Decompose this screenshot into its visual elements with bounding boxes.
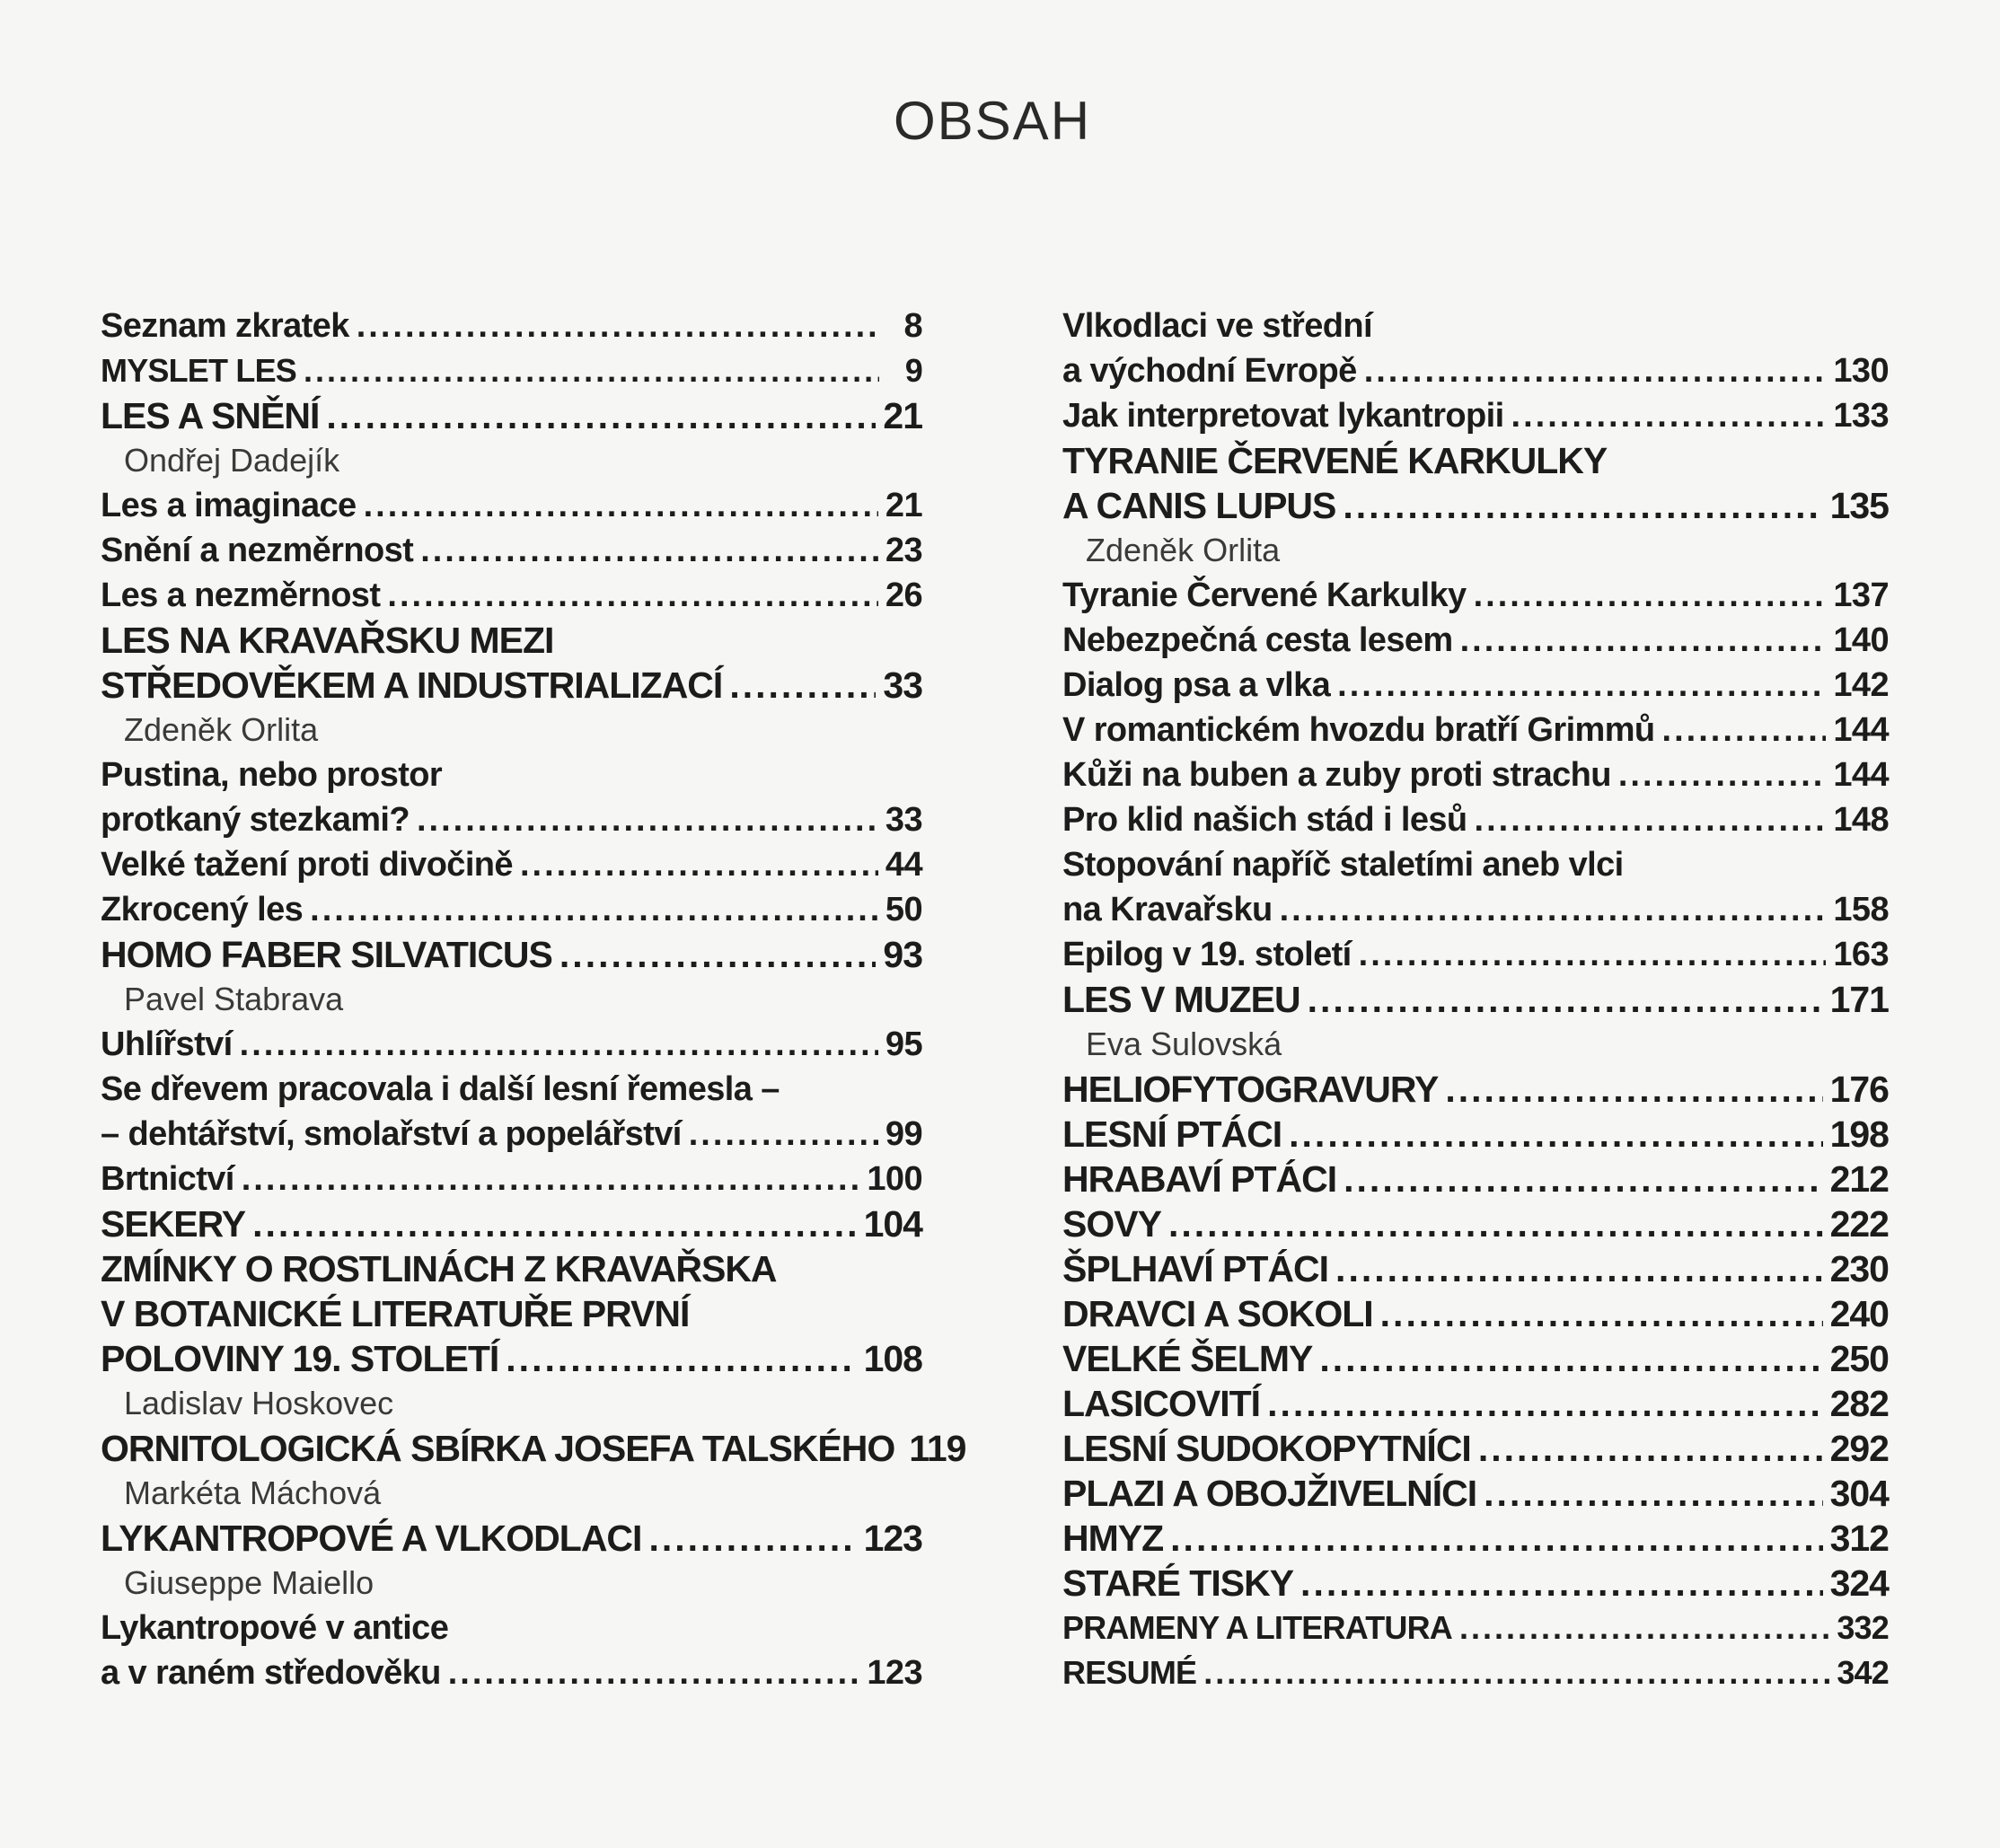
- toc-entry: [1062, 797, 1889, 842]
- author-name: Eva Sulovská: [1086, 1025, 1282, 1062]
- author-name: Markéta Máchová: [124, 1474, 382, 1511]
- entry-title: Seznam zkratek: [101, 307, 349, 345]
- dot-leader: [1337, 663, 1826, 708]
- dot-leader: [1335, 1246, 1823, 1291]
- page-number: 163: [1833, 936, 1889, 973]
- entry-title: Pro klid našich stád i lesů: [1062, 801, 1467, 839]
- toc-entry: [101, 797, 922, 842]
- dot-leader: [1474, 573, 1827, 618]
- entry-title: LESNÍ PTÁCI: [1062, 1113, 1282, 1155]
- page-number: 123: [863, 1518, 922, 1559]
- toc-entry: [1062, 304, 1889, 348]
- entry-title: LES A SNĚNÍ: [101, 395, 320, 436]
- entry-title: Les a nezměrnost: [101, 576, 381, 614]
- page-number: 332: [1837, 1609, 1889, 1646]
- toc-entry: [1062, 573, 1889, 618]
- page-number: 21: [885, 487, 922, 524]
- dot-leader: [357, 304, 879, 348]
- entry-title: LYKANTROPOVÉ A VLKODLACI: [101, 1518, 642, 1559]
- toc-entry: [1062, 977, 1889, 1022]
- toc-entry: [101, 573, 922, 618]
- entry-title: LES NA KRAVAŘSKU MEZI: [101, 620, 554, 661]
- toc-entry: [101, 1650, 922, 1695]
- toc-entry: [1062, 1426, 1889, 1471]
- page-number: 23: [885, 532, 922, 569]
- toc-author: [101, 1561, 922, 1606]
- page-number: 212: [1829, 1158, 1889, 1200]
- dot-leader: [304, 348, 879, 393]
- dot-leader: [1300, 1561, 1823, 1606]
- page-number: 104: [863, 1203, 922, 1245]
- dot-leader: [1359, 932, 1827, 977]
- page-number: 140: [1833, 621, 1889, 659]
- page-number: 9: [904, 352, 922, 389]
- toc-entry: [101, 752, 922, 797]
- toc-entry: [101, 1606, 922, 1650]
- dot-leader: [1445, 1067, 1822, 1112]
- author-name: Pavel Stabrava: [124, 981, 344, 1017]
- author-name: Zdeněk Orlita: [1086, 532, 1281, 568]
- dot-leader: [364, 483, 878, 528]
- toc-entry: [101, 842, 922, 887]
- page-number: 108: [863, 1338, 922, 1379]
- entry-title: A CANIS LUPUS: [1062, 485, 1336, 526]
- entry-title: MYSLET LES: [101, 352, 297, 389]
- entry-title: Uhlířství: [101, 1025, 233, 1063]
- entry-title: Pustina, nebo prostor: [101, 756, 443, 794]
- page-number: 142: [1833, 666, 1889, 704]
- toc-entry: [101, 1426, 966, 1471]
- toc-entry: [101, 483, 922, 528]
- entry-title: LASICOVITÍ: [1062, 1383, 1261, 1424]
- dot-leader: [310, 887, 878, 932]
- toc-entry: [101, 1022, 922, 1067]
- toc-entry: [1062, 1157, 1889, 1201]
- dot-leader: [1319, 1336, 1822, 1381]
- entry-title: HRABAVÍ PTÁCI: [1062, 1158, 1337, 1200]
- toc-entry: [101, 618, 922, 663]
- toc-entry: [1062, 1650, 1889, 1695]
- entry-title: POLOVINY 19. STOLETÍ: [101, 1338, 499, 1379]
- entry-title: VELKÉ ŠELMY: [1062, 1338, 1313, 1379]
- toc-entry: [1062, 1336, 1889, 1381]
- entry-title: protkaný stezkami?: [101, 801, 410, 839]
- page-number: 33: [885, 801, 922, 839]
- dot-leader: [1267, 1381, 1823, 1426]
- entry-title: ORNITOLOGICKÁ SBÍRKA JOSEFA TALSKÉHO: [101, 1428, 895, 1469]
- page-number: 230: [1829, 1248, 1889, 1289]
- author-name: Zdeněk Orlita: [124, 711, 319, 748]
- toc-author: [1062, 1022, 1889, 1067]
- entry-title: LES V MUZEU: [1062, 979, 1300, 1020]
- dot-leader: [1459, 1606, 1829, 1650]
- entry-title: Kůži na buben a zuby proti strachu: [1062, 756, 1611, 794]
- entry-title: Vlkodlaci ve střední: [1062, 307, 1372, 345]
- dot-leader: [1344, 1157, 1822, 1201]
- entry-title: V BOTANICKÉ LITERATUŘE PRVNÍ: [101, 1293, 690, 1334]
- page-number: 33: [883, 664, 922, 706]
- toc-column-left: [101, 304, 966, 1695]
- dot-leader: [1460, 618, 1827, 663]
- dot-leader: [689, 1112, 878, 1157]
- page-number: 135: [1829, 485, 1889, 526]
- toc-entry: [101, 663, 922, 708]
- page-number: 26: [885, 576, 922, 614]
- entry-title: Dialog psa a vlka: [1062, 666, 1331, 704]
- toc-author: [101, 438, 922, 483]
- dot-leader: [387, 573, 878, 618]
- dot-leader: [1168, 1201, 1823, 1246]
- toc-entry: [101, 393, 922, 438]
- page-number: 304: [1829, 1473, 1889, 1514]
- toc-entry: [101, 887, 922, 932]
- page-number: 50: [885, 891, 922, 928]
- toc-entry: [1062, 438, 1889, 483]
- toc-entry: [1062, 1201, 1889, 1246]
- dot-leader: [1380, 1291, 1823, 1336]
- toc-author: [1062, 528, 1889, 573]
- page-number: 137: [1833, 576, 1889, 614]
- entry-title: STARÉ TISKY: [1062, 1562, 1294, 1604]
- dot-leader: [242, 1157, 860, 1201]
- entry-title: Les a imaginace: [101, 487, 357, 524]
- entry-title: HMYZ: [1062, 1518, 1164, 1559]
- dot-leader: [417, 797, 878, 842]
- dot-leader: [1478, 1426, 1823, 1471]
- toc-entry: [1062, 1516, 1889, 1561]
- toc-entry: [1062, 1067, 1889, 1112]
- toc-entry: [101, 528, 922, 573]
- page-number: 99: [885, 1115, 922, 1153]
- entry-title: ZMÍNKY O ROSTLINÁCH Z KRAVAŘSKA: [101, 1248, 777, 1289]
- entry-title: Velké tažení proti divočině: [101, 846, 513, 884]
- page-number: 21: [883, 395, 922, 436]
- entry-title: na Kravařsku: [1062, 891, 1273, 928]
- entry-title: RESUMÉ: [1062, 1654, 1197, 1691]
- dot-leader: [648, 1516, 856, 1561]
- page-number: 95: [885, 1025, 922, 1063]
- toc-entry: [101, 1067, 922, 1112]
- toc-entry: [1062, 483, 1889, 528]
- author-name: Ondřej Dadejík: [124, 442, 340, 479]
- toc-entry: [1062, 1471, 1889, 1516]
- entry-title: Jak interpretovat lykantropii: [1062, 397, 1504, 435]
- page-number: 222: [1829, 1203, 1889, 1245]
- dot-leader: [1618, 752, 1827, 797]
- page-number: 144: [1833, 756, 1889, 794]
- toc-author: [101, 1471, 922, 1516]
- toc-entry: [1062, 393, 1889, 438]
- entry-title: DRAVCI A SOKOLI: [1062, 1293, 1373, 1334]
- page-number: 133: [1833, 397, 1889, 435]
- dot-leader: [326, 393, 876, 438]
- entry-title: Brtnictví: [101, 1160, 234, 1198]
- dot-leader: [1662, 708, 1827, 752]
- entry-title: – dehtářství, smolařství a popelářství: [101, 1115, 682, 1153]
- entry-title: SEKERY: [101, 1203, 246, 1245]
- page-number: 324: [1829, 1562, 1889, 1604]
- entry-title: Nebezpečná cesta lesem: [1062, 621, 1453, 659]
- toc-entry: [101, 1291, 922, 1336]
- toc-entry: [1062, 1606, 1889, 1650]
- toc-entry: [101, 932, 922, 977]
- page-number: 240: [1829, 1293, 1889, 1334]
- entry-title: Se dřevem pracovala i další lesní řemesla –: [101, 1070, 780, 1108]
- toc-entry: [101, 1246, 922, 1291]
- page-number: 250: [1829, 1338, 1889, 1379]
- dot-leader: [1343, 483, 1822, 528]
- dot-leader: [1203, 1650, 1829, 1695]
- dot-leader: [1289, 1112, 1822, 1157]
- dot-leader: [1308, 977, 1823, 1022]
- toc-entry: [101, 1157, 922, 1201]
- entry-title: PLAZI A OBOJŽIVELNÍCI: [1062, 1473, 1477, 1514]
- dot-leader: [252, 1201, 856, 1246]
- entry-title: HELIOFYTOGRAVURY: [1062, 1069, 1439, 1110]
- toc-entry: [1062, 663, 1889, 708]
- page-number: 176: [1829, 1069, 1889, 1110]
- page-number: 44: [885, 846, 922, 884]
- page-number: 282: [1829, 1383, 1889, 1424]
- dot-leader: [1170, 1516, 1822, 1561]
- toc-entry: [101, 1112, 922, 1157]
- toc-entry: [1062, 618, 1889, 663]
- toc-entry: [1062, 348, 1889, 393]
- page-title: OBSAH: [893, 91, 1092, 151]
- page-number: 158: [1833, 891, 1889, 928]
- toc-entry: [1062, 887, 1889, 932]
- dot-leader: [1511, 393, 1827, 438]
- dot-leader: [1364, 348, 1827, 393]
- page-number: 342: [1837, 1654, 1889, 1691]
- page-number: 292: [1829, 1428, 1889, 1469]
- toc-author: [101, 1381, 922, 1426]
- page-number: 100: [867, 1160, 922, 1198]
- entry-title: STŘEDOVĚKEM A INDUSTRIALIZACÍ: [101, 664, 723, 706]
- page-number: 123: [867, 1654, 922, 1692]
- entry-title: a v raném středověku: [101, 1654, 441, 1692]
- entry-title: TYRANIE ČERVENÉ KARKULKY: [1062, 440, 1608, 481]
- toc-entry: [1062, 1112, 1889, 1157]
- entry-title: Epilog v 19. století: [1062, 936, 1352, 973]
- page-number: 93: [883, 934, 922, 975]
- toc-entry: [101, 1336, 922, 1381]
- entry-title: HOMO FABER SILVATICUS: [101, 934, 552, 975]
- toc-entry: [101, 304, 922, 348]
- toc-entry: [101, 1201, 922, 1246]
- entry-title: Tyranie Červené Karkulky: [1062, 576, 1467, 614]
- entry-title: PRAMENY A LITERATURA: [1062, 1609, 1453, 1646]
- page-number: 198: [1829, 1113, 1889, 1155]
- page-number: 130: [1833, 352, 1889, 390]
- page-number: 119: [909, 1428, 966, 1469]
- dot-leader: [520, 842, 878, 887]
- toc-entry: [1062, 1246, 1889, 1291]
- toc-entry: [101, 1516, 922, 1561]
- page-number: 312: [1829, 1518, 1889, 1559]
- entry-title: V romantickém hvozdu bratří Grimmů: [1062, 711, 1655, 749]
- dot-leader: [448, 1650, 860, 1695]
- dot-leader: [559, 932, 876, 977]
- page-number: 171: [1829, 979, 1889, 1020]
- toc-column-right: [1062, 304, 1889, 1695]
- dot-leader: [240, 1022, 878, 1067]
- toc-entry: [1062, 1561, 1889, 1606]
- dot-leader: [506, 1336, 856, 1381]
- page-number: 144: [1833, 711, 1889, 749]
- entry-title: Lykantropové v antice: [101, 1609, 449, 1647]
- entry-title: ŠPLHAVÍ PTÁCI: [1062, 1248, 1329, 1289]
- entry-title: Zkrocený les: [101, 891, 304, 928]
- toc-entry: [1062, 1381, 1889, 1426]
- entry-title: Stopování napříč staletími aneb vlci: [1062, 846, 1624, 884]
- toc-entry: [1062, 752, 1889, 797]
- entry-title: Snění a nezměrnost: [101, 532, 414, 569]
- page-number: 8: [903, 307, 922, 345]
- page-number: 148: [1833, 801, 1889, 839]
- dot-leader: [420, 528, 878, 573]
- toc-author: [101, 708, 922, 752]
- toc-entry: [1062, 708, 1889, 752]
- dot-leader: [1280, 887, 1827, 932]
- dot-leader: [1475, 797, 1827, 842]
- entry-title: LESNÍ SUDOKOPYTNÍCI: [1062, 1428, 1471, 1469]
- entry-title: a východní Evropě: [1062, 352, 1357, 390]
- toc-entry: [1062, 842, 1889, 887]
- entry-title: SOVY: [1062, 1203, 1161, 1245]
- toc-author: [101, 977, 922, 1022]
- toc-entry: [101, 348, 922, 393]
- author-name: Giuseppe Maiello: [124, 1564, 374, 1601]
- toc-entry: [1062, 932, 1889, 977]
- toc-entry: [1062, 1291, 1889, 1336]
- author-name: Ladislav Hoskovec: [124, 1385, 394, 1421]
- dot-leader: [729, 663, 876, 708]
- dot-leader: [1484, 1471, 1822, 1516]
